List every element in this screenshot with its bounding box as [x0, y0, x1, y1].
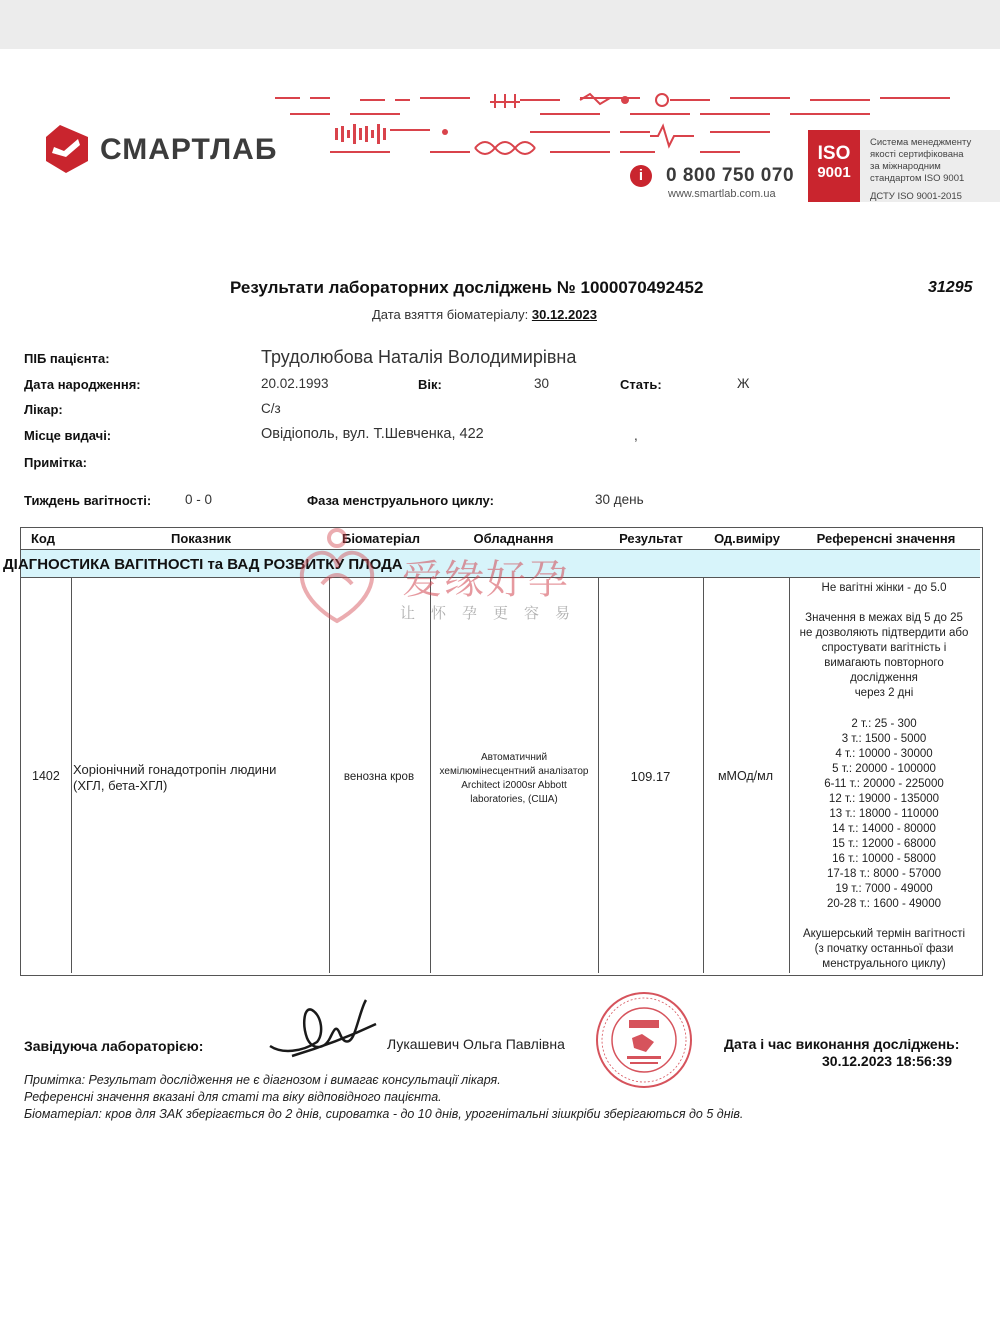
note-label: Примітка:	[24, 455, 87, 470]
header-unit: Од.виміру	[714, 531, 780, 546]
row-equipment-line: Автоматичний	[480, 752, 548, 763]
reference-line: Значення в межах від 5 до 25	[805, 612, 963, 624]
reference-week: 6-11 т.: 20000 - 225000	[824, 778, 944, 790]
birth-date: 20.02.1993	[261, 376, 329, 391]
reference-week: 17-18 т.: 8000 - 57000	[827, 868, 941, 880]
sex-label: Стать:	[620, 377, 662, 392]
report-code: 31295	[928, 279, 973, 296]
age-value: 30	[534, 376, 550, 391]
reference-line: спростувати вагітність і	[821, 642, 947, 654]
reference-line: вимагають повторного	[824, 657, 944, 669]
reference-week: 16 т.: 10000 - 58000	[832, 853, 936, 865]
biomaterial-date	[372, 307, 597, 322]
reference-line: дослідження	[850, 672, 918, 684]
issue-place-value: Овідіополь, вул. Т.Шевченка, 422	[261, 426, 484, 442]
footer-note: Референсні значення вказані для статі та віку відповідного пацієнта.	[24, 1090, 442, 1104]
row-unit: мМОд/мл	[717, 769, 774, 783]
row-indicator-line: Хоріонічний гонадотропін людини	[73, 762, 277, 777]
lab-head-name: Лукашевич Ольга Павлівна	[387, 1036, 565, 1052]
reference-line: (з початку останньої фази	[814, 943, 954, 955]
reference-line: Акушерський термін вагітності	[802, 928, 966, 940]
reference-week: 4 т.: 10000 - 30000	[835, 748, 933, 760]
issue-place-label: Місце видачі:	[24, 428, 112, 443]
iso-line: якості сертифікована	[870, 149, 964, 160]
reference-week: 12 т.: 19000 - 135000	[828, 793, 940, 805]
birth-date-label: Дата народження:	[24, 377, 141, 392]
reference-week: 15 т.: 12000 - 68000	[832, 838, 936, 850]
header-result: Результат	[619, 531, 683, 546]
reference-week: 3 т.: 1500 - 5000	[841, 733, 927, 745]
top-band	[0, 0, 1000, 49]
header-reference: Референсні значення	[816, 531, 956, 546]
reference-nonpregnant: Не вагітні жінки - до 5.0	[821, 582, 947, 594]
reference-range-note	[792, 611, 976, 701]
smartlab-logo-icon	[42, 123, 92, 175]
issue-place-extra: ,	[634, 428, 638, 443]
age-label: Вік:	[418, 377, 442, 392]
header-code: Код	[31, 531, 55, 546]
header-indicator: Показник	[171, 531, 231, 546]
iso-certification-text	[870, 137, 971, 203]
watermark-logo-icon	[292, 526, 382, 626]
section-title: ДІАГНОСТИКА ВАГІТНОСТІ та ВАД РОЗВИТКУ ПЛОДА	[3, 556, 403, 573]
iso-label: ISO	[817, 143, 851, 164]
reference-week: 2 т.: 25 - 300	[851, 718, 917, 730]
patient-name: Трудолюбова Наталія Володимирівна	[261, 347, 577, 367]
biomaterial-date-label: Дата взяття біоматеріалу:	[372, 307, 529, 322]
header-equipment: Обладнання	[473, 531, 554, 546]
signature-icon	[262, 994, 382, 1064]
brand-name: СМАРТЛАБ	[100, 133, 278, 166]
lab-head-label: Завідуюча лабораторією:	[24, 1038, 204, 1054]
row-code: 1402	[32, 769, 60, 783]
completion-datetime: 30.12.2023 18:56:39	[822, 1053, 952, 1069]
completion-label: Дата і час виконання досліджень:	[724, 1036, 960, 1052]
website-link[interactable]: www.smartlab.com.ua	[668, 188, 776, 200]
row-indicator	[73, 762, 276, 794]
pregnancy-week-value: 0 - 0	[185, 492, 213, 507]
report-title: Результати лабораторних досліджень № 1000070492452	[230, 278, 704, 297]
biomaterial-date-value: 30.12.2023	[531, 307, 597, 322]
patient-name-label: ПІБ пацієнта:	[24, 351, 110, 366]
reference-week: 13 т.: 18000 - 110000	[829, 808, 939, 820]
doctor-value: С/з	[261, 401, 281, 416]
reference-week: 5 т.: 20000 - 100000	[832, 763, 936, 775]
reference-week: 14 т.: 14000 - 80000	[832, 823, 936, 835]
phone-number[interactable]: 0 800 750 070	[666, 165, 795, 186]
reference-week: 19 т.: 7000 - 49000	[835, 883, 933, 895]
pregnancy-week-label: Тиждень вагітності:	[24, 493, 152, 508]
watermark-text: 爱缘好孕	[402, 558, 570, 602]
table-col-divider	[71, 577, 72, 973]
iso-line: за міжнародним	[870, 161, 941, 172]
reference-line: через 2 дні	[854, 687, 914, 699]
sex-value: Ж	[737, 376, 750, 391]
iso-dstu: ДСТУ ISO 9001-2015	[870, 191, 962, 202]
iso-badge	[808, 130, 860, 202]
info-icon: i	[630, 165, 652, 187]
iso-line: стандартом ISO 9001	[870, 173, 965, 184]
table-col-divider	[789, 577, 790, 973]
iso-number: 9001	[817, 164, 851, 181]
cycle-phase-label: Фаза менструального циклу:	[307, 493, 494, 508]
row-equipment-line: laboratories, (США)	[470, 794, 558, 805]
reference-weeks	[792, 717, 976, 912]
footer-note: Примітка: Результат дослідження не є діагнозом і вимагає консультації лікаря.	[24, 1073, 501, 1087]
header-biomaterial: Біоматеріал	[341, 531, 421, 546]
row-indicator-line: (ХГЛ, бета-ХГЛ)	[73, 778, 168, 793]
iso-line: Система менеджменту	[870, 137, 972, 148]
reference-line: не дозволяють підтвердити або	[799, 627, 969, 639]
row-equipment-line: Architect i2000sr Abbott	[461, 780, 567, 791]
cycle-phase-value: 30 день	[595, 492, 644, 507]
reference-week: 20-28 т.: 1600 - 49000	[827, 898, 941, 910]
reference-line: менструального циклу)	[822, 958, 946, 970]
watermark-subtext: 让怀孕更容易	[400, 605, 587, 622]
row-result: 109.17	[630, 769, 671, 784]
row-equipment-line: хемілюмінесцентний аналізатор	[439, 766, 589, 777]
lab-stamp-icon	[594, 990, 694, 1090]
doctor-label: Лікар:	[24, 402, 63, 417]
row-biomaterial: венозна кров	[343, 771, 415, 783]
row-equipment	[431, 751, 597, 807]
footer-note: Біоматеріал: кров для ЗАК зберігається до 2 днів, сироватка - до 10 днів, урогенітальні зішкріби зберігаються до 5 днів.	[24, 1107, 744, 1121]
reference-footnote	[792, 927, 976, 972]
